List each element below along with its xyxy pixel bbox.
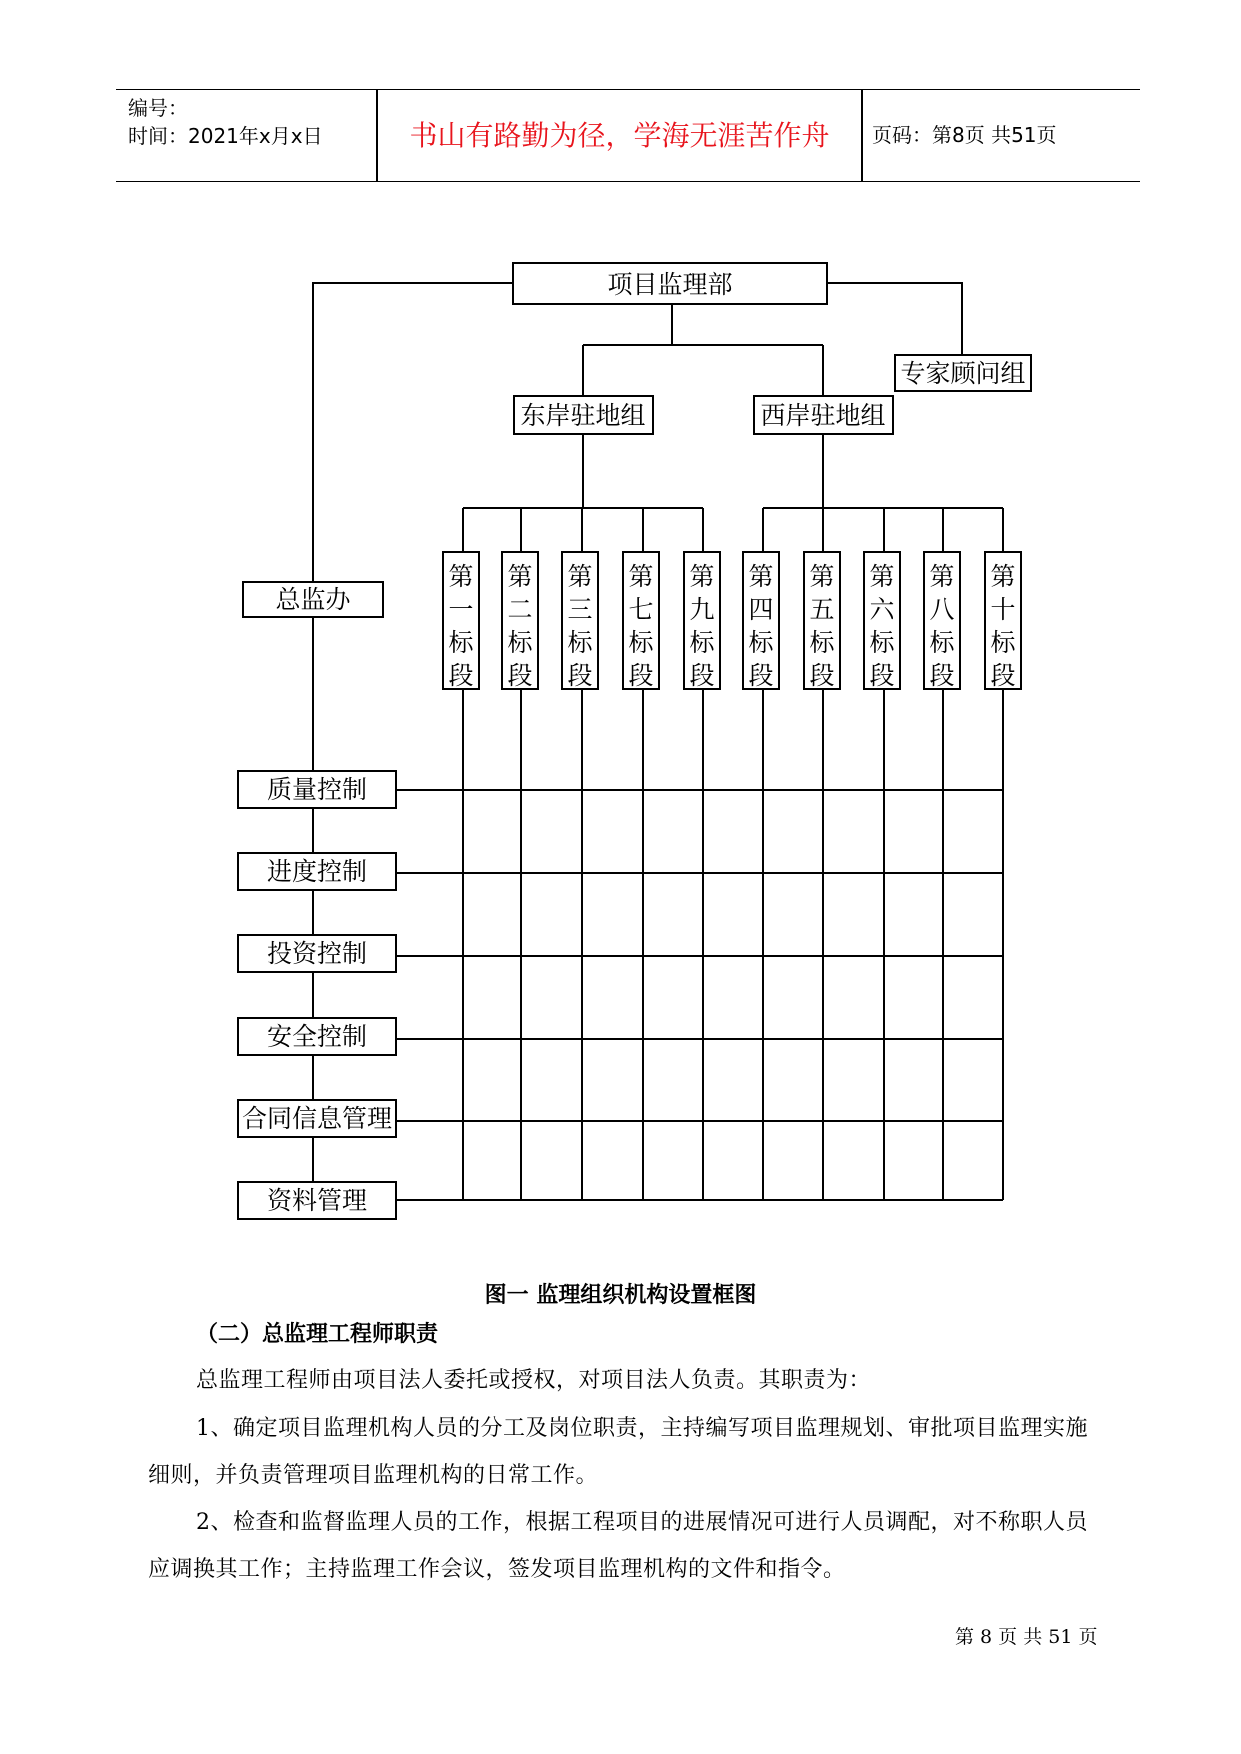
function-label: 安全控制 — [266, 1022, 368, 1051]
section-label: 第十标段 — [990, 562, 1016, 690]
function-label: 合同信息管理 — [242, 1104, 392, 1133]
number-label: 编号： — [128, 96, 188, 120]
section-title: （二）总监理工程师职责 — [196, 1321, 439, 1347]
chart-labels — [242, 270, 1026, 1215]
section-label: 第九标段 — [689, 562, 715, 690]
expert-group-label: 专家顾问组 — [900, 359, 1026, 388]
chief-office-label: 总监办 — [275, 585, 351, 614]
section-label: 第三标段 — [567, 562, 593, 690]
paragraph: 1、确定项目监理机构人员的分工及岗位职责，主持编写项目监理规划、审批项目监理实施细则，并负责管理项目监理机构的日常工作。 — [148, 1416, 1089, 1488]
section-label: 第二标段 — [507, 562, 533, 690]
header-page-number: 页码：第8页 共51页 — [872, 123, 1057, 147]
west-group-label: 西岸驻地组 — [760, 401, 886, 430]
figure-caption: 图一 监理组织机构设置框图 — [484, 1282, 757, 1308]
function-label: 质量控制 — [266, 775, 368, 804]
root-label: 项目监理部 — [607, 270, 733, 299]
page-footer: 第 8 页 共 51 页 — [955, 1626, 1098, 1648]
section-label: 第七标段 — [628, 562, 654, 690]
section-label: 第四标段 — [748, 562, 774, 690]
header-motto: 书山有路勤为径，学海无涯苦作舟 — [409, 119, 830, 152]
section-label: 第一标段 — [448, 562, 474, 690]
section-label: 第八标段 — [929, 562, 955, 690]
east-group-label: 东岸驻地组 — [520, 401, 646, 430]
paragraph: 2、检查和监督监理人员的工作，根据工程项目的进展情况可进行人员调配，对不称职人员应调换其工作；主持监理工作会议，签发项目监理机构的文件和指令。 — [148, 1510, 1089, 1582]
section-label: 第六标段 — [869, 562, 895, 690]
connector-lines — [313, 283, 1003, 1200]
function-label: 资料管理 — [266, 1186, 368, 1215]
paragraph: 总监理工程师由项目法人委托或授权，对项目法人负责。其职责为： — [196, 1368, 872, 1393]
time-label: 时间：2021年x月x日 — [128, 124, 323, 148]
function-label: 投资控制 — [266, 939, 368, 968]
section-label: 第五标段 — [809, 562, 835, 690]
function-label: 进度控制 — [266, 857, 368, 886]
